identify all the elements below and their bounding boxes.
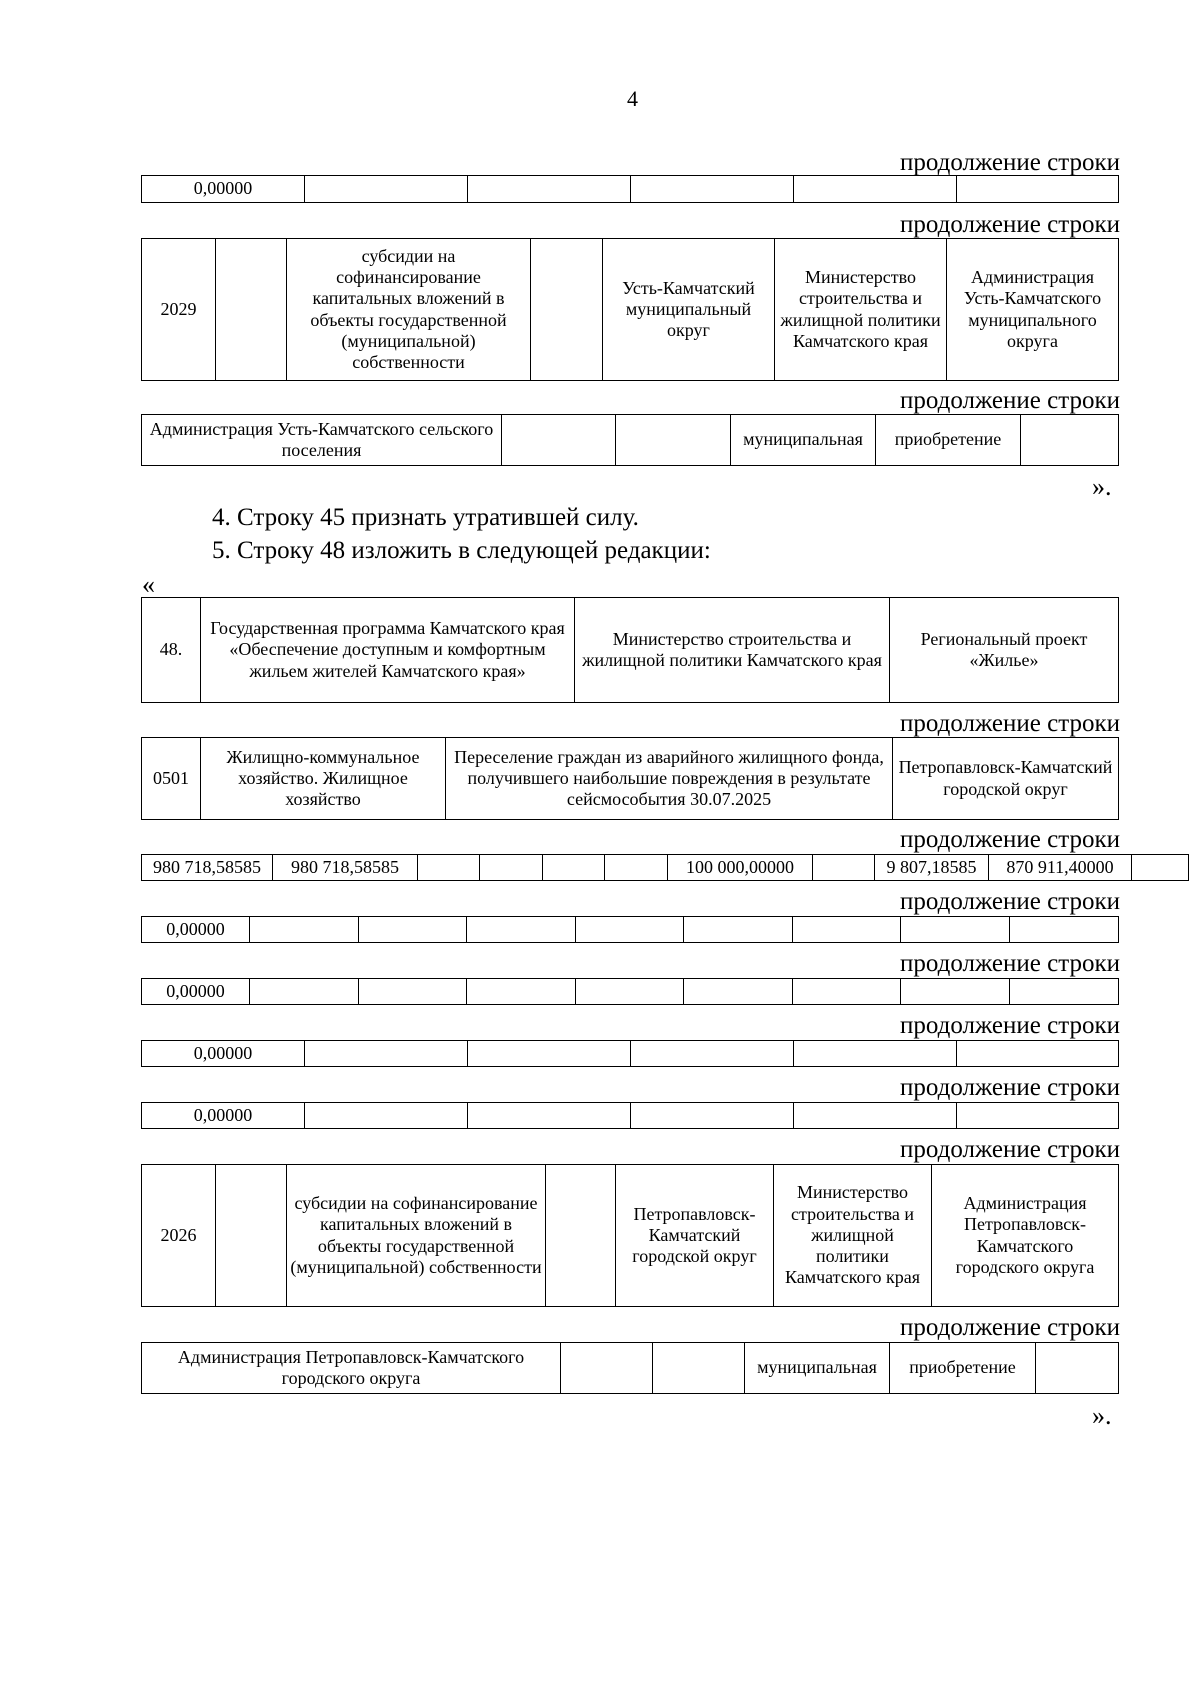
- empty-cell: [653, 1343, 745, 1394]
- project-cell: Региональный проект «Жилье»: [890, 598, 1119, 703]
- finance-cell: 100 000,00000: [668, 855, 813, 881]
- amount-cell: 0,00000: [142, 176, 305, 203]
- empty-cell: [684, 979, 793, 1005]
- opening-quote: «: [142, 570, 155, 599]
- empty-cell: [1021, 415, 1119, 466]
- empty-cell: [305, 1041, 468, 1067]
- administration-cell: Администрация Петропавловск-Камчатского городского округа: [932, 1165, 1119, 1307]
- ownership-cell: муниципальная: [731, 415, 876, 466]
- owner-cell: Администрация Петропавловск-Камчатского городского округа: [142, 1343, 561, 1394]
- continuation-label: продолжение строки: [899, 888, 1120, 915]
- empty-cell: [250, 917, 359, 943]
- finance-cell: 980 718,58585: [142, 855, 273, 881]
- amount-cell: 0,00000: [142, 979, 250, 1005]
- owner-table-2: [141, 1342, 1119, 1394]
- municipality-cell: Петропавловск-Камчатский городской округ: [616, 1165, 774, 1307]
- empty-cell: [1036, 1343, 1119, 1394]
- finance-cell: [543, 855, 605, 881]
- detail-table-2029: [141, 238, 1119, 381]
- owner-cell: Администрация Усть-Камчатского сельского поселения: [142, 415, 502, 466]
- purpose-cell: субсидии на софинансирование капитальных вложений в объекты государственной (муниципальной) собственности: [287, 1165, 546, 1307]
- continuation-label: продолжение строки: [899, 1074, 1120, 1101]
- administration-cell: Администрация Усть-Камчатского муниципального округа: [947, 239, 1119, 381]
- detail-table-2026: [141, 1164, 1119, 1307]
- empty-cell: [576, 979, 684, 1005]
- municipality-cell: Петропавловск-Камчатский городской округ: [893, 738, 1119, 820]
- empty-cell: [1010, 979, 1119, 1005]
- empty-cell: [359, 979, 467, 1005]
- municipality-cell: Усть-Камчатский муниципальный округ: [603, 239, 775, 381]
- empty-cell: [468, 176, 631, 203]
- empty-cell: [216, 1165, 287, 1307]
- finance-cell: [605, 855, 668, 881]
- zero-table-1: [141, 916, 1119, 943]
- action-cell: приобретение: [890, 1343, 1036, 1394]
- closing-quote: ».: [1092, 472, 1112, 501]
- closing-quote: ».: [1092, 1401, 1112, 1430]
- row-number-cell: 48.: [142, 598, 201, 703]
- continuation-label: продолжение строки: [899, 387, 1120, 414]
- continuation-label: продолжение строки: [899, 1012, 1120, 1039]
- empty-cell: [1010, 917, 1119, 943]
- ministry-cell: Министерство строительства и жилищной политики Камчатского края: [575, 598, 890, 703]
- empty-cell: [684, 917, 793, 943]
- empty-cell: [305, 1103, 468, 1129]
- empty-cell: [576, 917, 684, 943]
- finance-cell: 9 807,18585: [875, 855, 989, 881]
- action-cell: приобретение: [876, 415, 1021, 466]
- continuation-label: продолжение строки: [899, 1314, 1120, 1341]
- empty-cell: [305, 176, 468, 203]
- owner-table-1: [141, 414, 1119, 466]
- empty-cell: [631, 176, 794, 203]
- continuation-label: продолжение строки: [899, 149, 1120, 176]
- paragraph-5: 5. Строку 48 изложить в следующей редакции:: [212, 537, 711, 564]
- amount-cell: 0,00000: [142, 917, 250, 943]
- empty-cell: [794, 176, 957, 203]
- finance-table: [141, 854, 1189, 881]
- empty-cell: [561, 1343, 653, 1394]
- empty-cell: [901, 917, 1010, 943]
- purpose-cell: субсидии на софинансирование капитальных вложений в объекты государственной (муниципальной) собственности: [287, 239, 531, 381]
- empty-cell: [468, 1103, 631, 1129]
- ownership-cell: муниципальная: [745, 1343, 890, 1394]
- empty-cell: [793, 979, 901, 1005]
- empty-cell: [502, 415, 616, 466]
- page-number: 4: [627, 86, 638, 111]
- paragraph-4: 4. Строку 45 признать утратившей силу.: [212, 504, 639, 531]
- finance-cell: [418, 855, 480, 881]
- empty-cell: [631, 1041, 794, 1067]
- empty-cell: [359, 917, 467, 943]
- continuation-label: продолжение строки: [899, 826, 1120, 853]
- empty-cell: [957, 176, 1119, 203]
- empty-cell: [631, 1103, 794, 1129]
- year-cell: 2026: [142, 1165, 216, 1307]
- continuation-label: продолжение строки: [899, 1136, 1120, 1163]
- amount-cell: 0,00000: [142, 1041, 305, 1067]
- zero-table-4: [141, 1102, 1119, 1129]
- finance-cell: [1132, 855, 1189, 881]
- empty-cell: [794, 1103, 957, 1129]
- empty-cell: [901, 979, 1010, 1005]
- code-table: [141, 737, 1119, 820]
- row48-header-table: [141, 597, 1119, 703]
- empty-cell: [468, 1041, 631, 1067]
- empty-cell: [216, 239, 287, 381]
- finance-cell: [480, 855, 543, 881]
- event-cell: Переселение граждан из аварийного жилищного фонда, получившего наибольшие повреждения в результате сейсмособытия 30.07.2025: [446, 738, 893, 820]
- empty-cell: [616, 415, 731, 466]
- empty-cell: [546, 1165, 616, 1307]
- amount-cell: 0,00000: [142, 1103, 305, 1129]
- empty-cell: [531, 239, 603, 381]
- empty-cell: [793, 917, 901, 943]
- empty-cell: [467, 979, 576, 1005]
- ministry-cell: Министерство строительства и жилищной политики Камчатского края: [774, 1165, 932, 1307]
- ministry-cell: Министерство строительства и жилищной политики Камчатского края: [775, 239, 947, 381]
- zero-table-2: [141, 978, 1119, 1005]
- code-cell: 0501: [142, 738, 201, 820]
- empty-cell: [794, 1041, 957, 1067]
- continuation-label: продолжение строки: [899, 710, 1120, 737]
- continuation-label: продолжение строки: [899, 211, 1120, 238]
- empty-cell: [250, 979, 359, 1005]
- amount-table: [141, 175, 1119, 203]
- finance-cell: [813, 855, 875, 881]
- section-cell: Жилищно-коммунальное хозяйство. Жилищное хозяйство: [201, 738, 446, 820]
- zero-table-3: [141, 1040, 1119, 1067]
- empty-cell: [957, 1041, 1119, 1067]
- finance-cell: 980 718,58585: [273, 855, 418, 881]
- year-cell: 2029: [142, 239, 216, 381]
- finance-cell: 870 911,40000: [989, 855, 1132, 881]
- continuation-label: продолжение строки: [899, 950, 1120, 977]
- empty-cell: [957, 1103, 1119, 1129]
- empty-cell: [467, 917, 576, 943]
- program-cell: Государственная программа Камчатского края «Обеспечение доступным и комфортным жильем жителей Камчатского края»: [201, 598, 575, 703]
